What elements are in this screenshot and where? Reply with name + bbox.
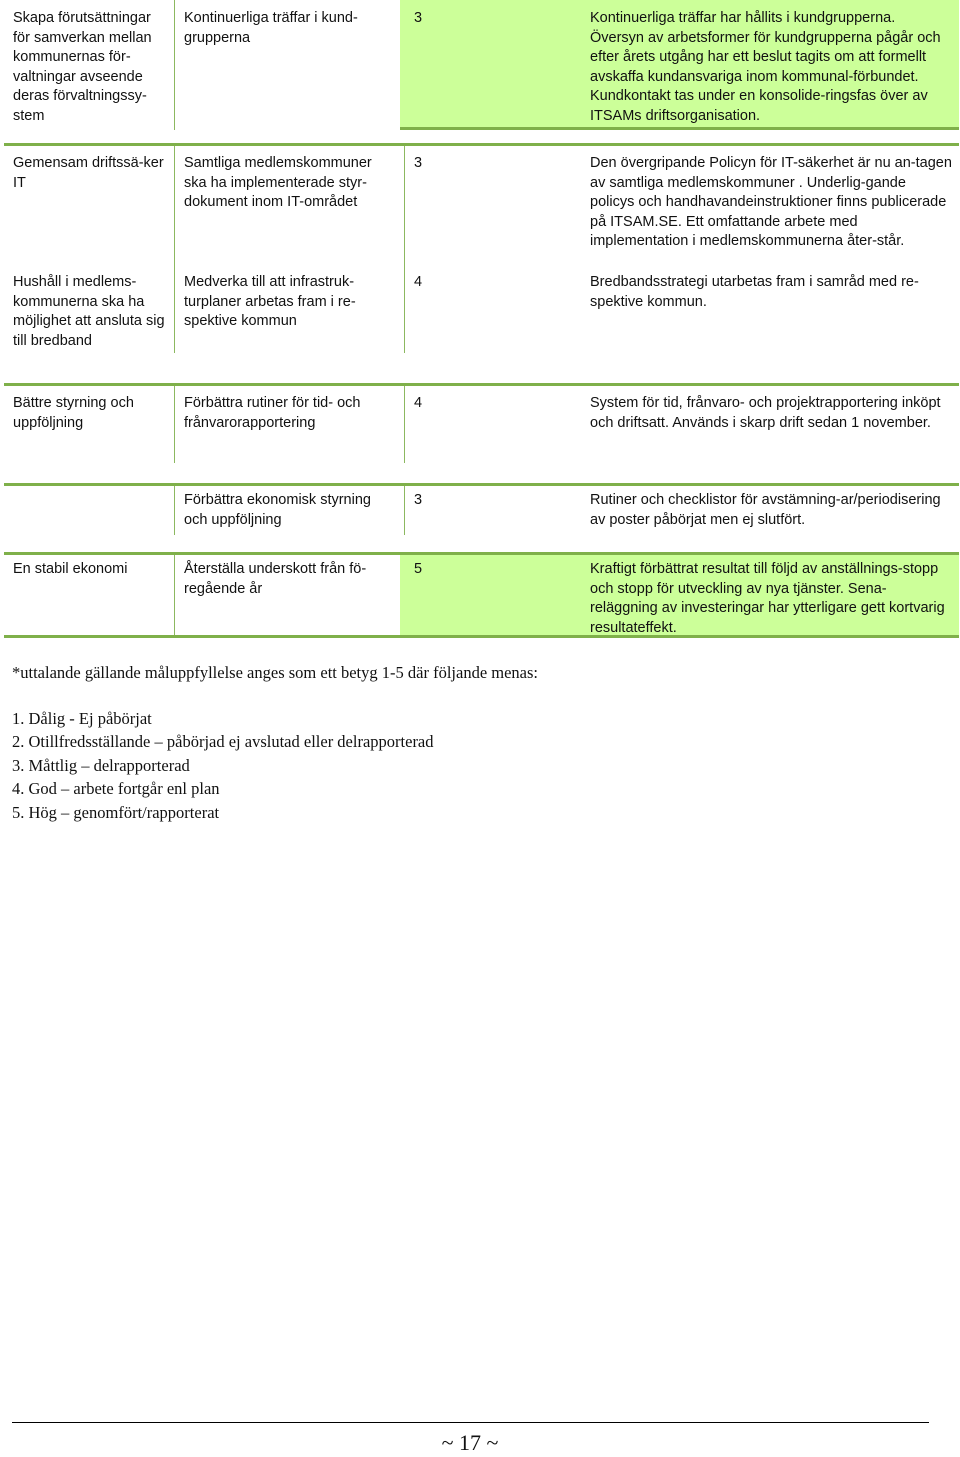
grade-cell: 3 bbox=[414, 10, 423, 26]
activity-cell: Medverka till att infrastruk-turplaner arbetas fram i re-spektive kommun bbox=[184, 274, 356, 329]
page-number: ~ 17 ~ bbox=[441, 1430, 499, 1455]
grade-cell: 5 bbox=[414, 561, 423, 577]
goal-cell: Gemensam driftssä-ker IT bbox=[13, 155, 164, 191]
table-block-1 bbox=[4, 0, 959, 130]
table-block-2 bbox=[4, 143, 959, 353]
table-block-3 bbox=[4, 383, 959, 463]
grade-cell: 4 bbox=[414, 274, 423, 290]
notes-intro: *uttalande gällande måluppfyllelse anges som ett betyg 1-5 där följande menas: bbox=[12, 663, 539, 682]
footer-divider bbox=[12, 1422, 929, 1423]
notes-item: 4. God – arbete fortgår enl plan bbox=[12, 779, 220, 798]
grading-notes bbox=[12, 661, 932, 824]
activity-cell: Samtliga medlemskommuner ska ha implementerade styr-dokument inom IT-området bbox=[184, 155, 372, 210]
activity-cell: Återställa underskott från fö-regående år bbox=[184, 561, 367, 597]
activity-cell: Kontinuerliga träffar i kund-grupperna bbox=[184, 10, 358, 46]
activity-cell: Förbättra rutiner för tid- och frånvarorapportering bbox=[184, 395, 361, 431]
grade-cell: 3 bbox=[414, 492, 423, 508]
goal-cell: Skapa förutsättningar för samverkan mellan kommunernas för-valtningar avseende deras förvaltningssy-stem bbox=[13, 10, 152, 124]
activity-cell: Förbättra ekonomisk styrning och uppföljning bbox=[184, 492, 371, 528]
grade-cell: 3 bbox=[414, 155, 423, 171]
comment-cell: System för tid, frånvaro- och projektrapportering inköpt och driftsatt. Används i skarp drift sedan 1 november. bbox=[590, 395, 941, 431]
goal-cell: En stabil ekonomi bbox=[13, 561, 128, 577]
notes-item: 1. Dålig - Ej påbörjat bbox=[12, 708, 152, 728]
table-block-4 bbox=[4, 483, 959, 535]
comment-cell: Kontinuerliga träffar har hållits i kundgrupperna. Översyn av arbetsformer för kundgrupperna pågår och efter årets utgång har ett beslut tagits om att formellt avskaffa kundansvariga inom kommunal-förbundet. Kundkontakt tas under en konsolide-ringsfas över av ITSAMs driftsorganisation. bbox=[590, 10, 941, 124]
goal-cell: Bättre styrning och uppföljning bbox=[13, 395, 134, 431]
grade-cell: 4 bbox=[414, 395, 423, 411]
comment-cell: Den övergripande Policyn för IT-säkerhet är nu an-tagen av samtliga medlemskommuner . Underlig-gande policys och handhavandeinstruktioner finns publicerade på ITSAM.SE. Ett omfattande arbete med implementation i medlemskommunerna åter-står. bbox=[590, 155, 952, 249]
comment-cell: Kraftigt förbättrat resultat till följd av anställnings-stopp och stopp för utveckling av nya tjänster. Sena-reläggning av investeringar har ytterligare gett kortvarig resultateffekt. bbox=[590, 561, 945, 636]
notes-item: 3. Måttlig – delrapporterad bbox=[12, 755, 190, 775]
table-block-5 bbox=[4, 552, 959, 638]
comment-cell: Rutiner och checklistor för avstämning-ar/periodisering av poster påbörjat men ej slutfört. bbox=[590, 492, 941, 528]
goal-cell: Hushåll i medlems-kommunerna ska ha möjlighet att ansluta sig till bredband bbox=[13, 274, 165, 349]
notes-item: 2. Otillfredsställande – påbörjad ej avslutad eller delrapporterad bbox=[12, 732, 434, 751]
comment-cell: Bredbandsstrategi utarbetas fram i samråd med re-spektive kommun. bbox=[590, 274, 919, 310]
notes-item: 5. Hög – genomfört/rapporterat bbox=[12, 802, 220, 822]
